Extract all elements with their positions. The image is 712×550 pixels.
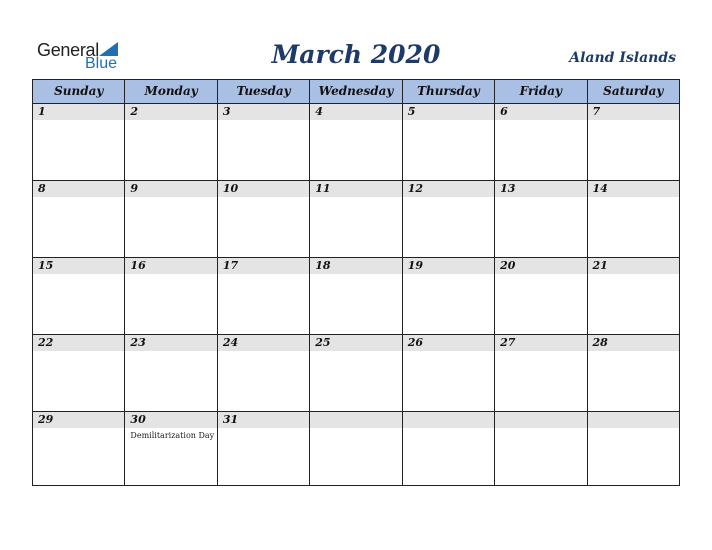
- day-number: 17: [222, 259, 239, 272]
- day-cell: [33, 258, 125, 334]
- day-number-band: [125, 104, 216, 120]
- day-cell: [33, 412, 125, 485]
- empty-day-cell: [403, 412, 495, 485]
- day-number-band: [403, 104, 494, 120]
- day-cell: [218, 181, 310, 257]
- day-cell: [588, 258, 679, 334]
- day-cell: [310, 181, 402, 257]
- day-cell: [403, 258, 495, 334]
- day-number: 18: [315, 259, 331, 272]
- day-cell: [588, 181, 679, 257]
- day-number: 20: [500, 259, 516, 272]
- day-number: 11: [315, 182, 331, 195]
- week-row: [33, 412, 679, 485]
- day-number: 6: [500, 105, 508, 118]
- weekday-saturday: Saturday: [588, 80, 679, 103]
- empty-day-cell: [495, 412, 587, 485]
- day-number: 4: [315, 105, 323, 118]
- day-number: 21: [592, 259, 608, 272]
- day-number-band: [495, 412, 586, 428]
- day-cell: [588, 335, 679, 411]
- day-cell: [495, 181, 587, 257]
- day-number: 5: [407, 105, 416, 118]
- day-cell: [125, 104, 217, 180]
- day-number-band: [495, 104, 586, 120]
- day-cell: [403, 335, 495, 411]
- day-number: 28: [592, 336, 608, 349]
- calendar-grid: [32, 79, 680, 486]
- day-number: 26: [407, 336, 423, 349]
- day-cell: [218, 335, 310, 411]
- day-cell: [125, 258, 217, 334]
- day-number: 12: [407, 182, 423, 195]
- day-number: 25: [315, 336, 331, 349]
- day-number: 19: [407, 259, 423, 272]
- day-number-band: [33, 181, 124, 197]
- day-number-band: [403, 412, 494, 428]
- day-cell: [125, 335, 217, 411]
- day-cell: [218, 258, 310, 334]
- day-number: 2: [130, 105, 139, 118]
- day-cell: [495, 258, 587, 334]
- day-cell: [218, 412, 310, 485]
- day-number: 22: [38, 336, 54, 349]
- day-cell: [310, 335, 402, 411]
- day-number: 13: [500, 182, 516, 195]
- day-number: 14: [592, 182, 608, 195]
- day-cell: [33, 181, 125, 257]
- day-cell: [125, 412, 217, 485]
- day-number: 3: [222, 105, 231, 118]
- day-number-band: [125, 181, 216, 197]
- logo-text-blue: Blue: [85, 55, 118, 72]
- day-number: 7: [592, 105, 601, 118]
- day-cell: [403, 104, 495, 180]
- weekday-thursday: Thursday: [403, 80, 495, 103]
- weekday-monday: Monday: [125, 80, 217, 103]
- weekday-wednesday: Wednesday: [310, 80, 402, 103]
- day-number-band: [588, 104, 679, 120]
- day-number: 16: [130, 259, 146, 272]
- day-number-band: [310, 104, 401, 120]
- day-number: 27: [500, 336, 516, 349]
- day-number: 9: [130, 182, 139, 195]
- day-number-band: [310, 412, 401, 428]
- week-row: [33, 104, 679, 181]
- empty-day-cell: [310, 412, 402, 485]
- weekday-friday: Friday: [495, 80, 587, 103]
- day-number: 29: [38, 413, 54, 426]
- logo-text-general: General: [37, 40, 99, 60]
- weekday-sunday: Sunday: [33, 80, 125, 103]
- day-cell: [495, 335, 587, 411]
- day-number: 8: [38, 182, 46, 195]
- day-number-band: [588, 412, 679, 428]
- day-number: 23: [130, 336, 146, 349]
- region-name: Aland Islands: [569, 50, 676, 66]
- holiday-label: Demilitarization Day: [130, 431, 215, 440]
- day-cell: [125, 181, 217, 257]
- day-number-band: [218, 104, 309, 120]
- week-row: [33, 181, 679, 258]
- week-row: [33, 258, 679, 335]
- weekday-tuesday: Tuesday: [218, 80, 310, 103]
- day-number: 10: [222, 182, 239, 195]
- week-row: [33, 335, 679, 412]
- day-number: 24: [222, 336, 239, 349]
- day-number: 30: [130, 413, 146, 426]
- day-cell: [588, 104, 679, 180]
- day-number: 15: [38, 259, 54, 272]
- day-cell: [33, 335, 125, 411]
- calendar-title: March 2020: [271, 40, 441, 69]
- day-number: 1: [38, 105, 46, 118]
- day-cell: [403, 181, 495, 257]
- day-cell: [310, 104, 402, 180]
- empty-day-cell: [588, 412, 679, 485]
- day-cell: [33, 104, 125, 180]
- day-cell: [218, 104, 310, 180]
- weekday-header: [33, 80, 679, 104]
- day-cell: [495, 104, 587, 180]
- day-number-band: [33, 104, 124, 120]
- day-number: 31: [222, 413, 239, 426]
- day-cell: [310, 258, 402, 334]
